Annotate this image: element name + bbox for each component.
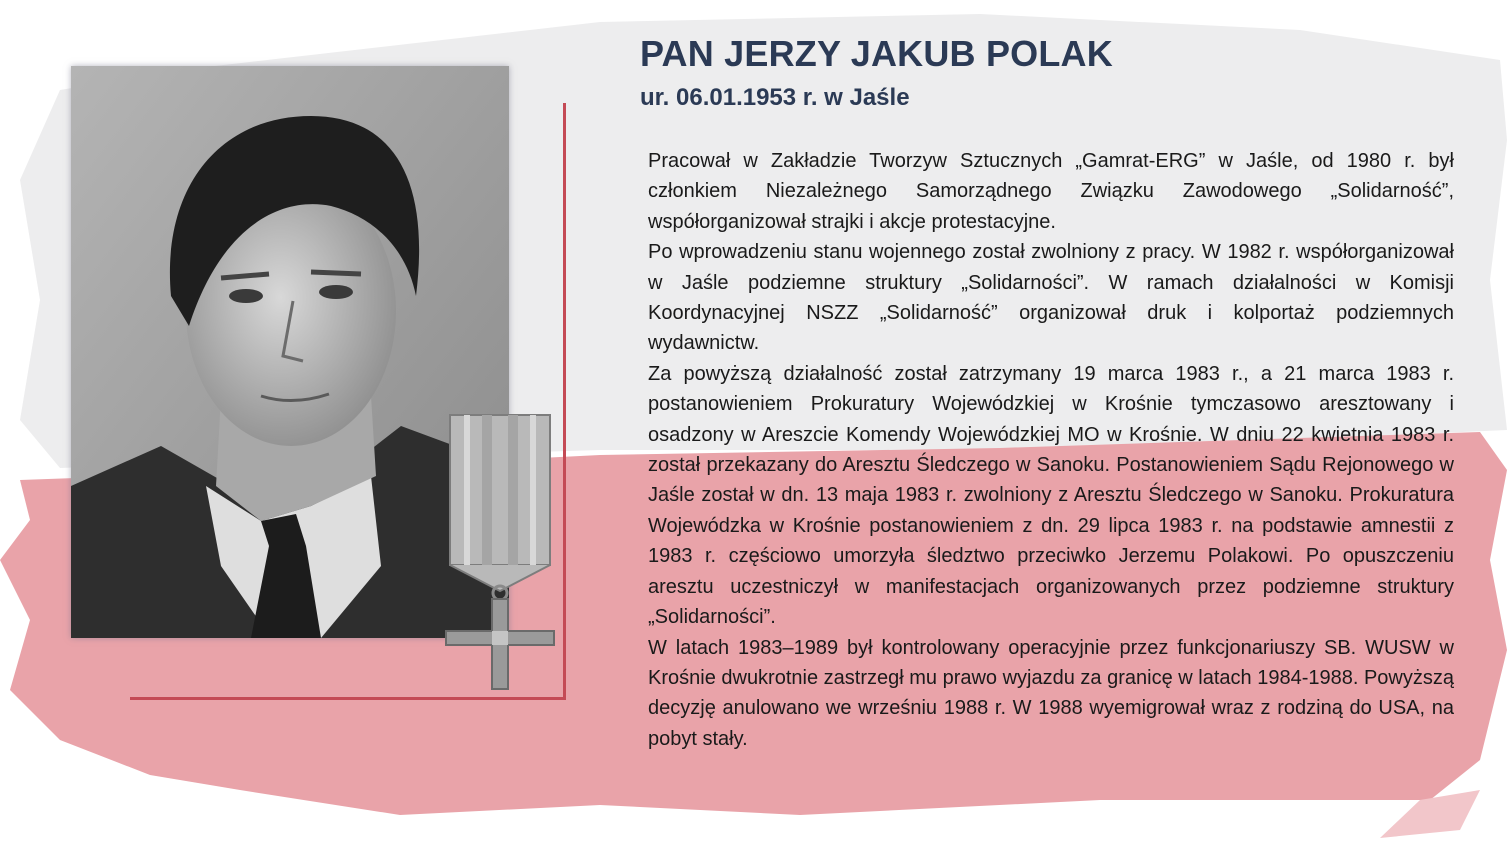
accent-horizontal-line — [130, 697, 566, 700]
bio-paragraph: Pracował w Zakładzie Tworzyw Sztucznych „Gamrat-ERG” w Jaśle, od 1980 r. był członkiem Niezależnego Samorządnego Związku Zawodowego „Solidarność”, współorganizował strajki i akcje protestacyjne. — [648, 150, 1454, 233]
birth-info: ur. 06.01.1953 r. w Jaśle — [640, 84, 910, 111]
page-title: PAN JERZY JAKUB POLAK — [640, 33, 1113, 74]
accent-vertical-line — [563, 103, 566, 699]
bio-paragraph: W latach 1983–1989 był kontrolowany operacyjnie przez funkcjonariuszy SB. WUSW w Krośnie dwukrotnie zastrzegł mu prawo wyjazdu za granicę w latach 1984-1988. Powyższą decyzję anulowano we wrześniu 1988 r. W 1988 wyemigrował wraz z rodziną do USA, na pobyt stały. — [648, 636, 1454, 750]
bio-paragraph: Po wprowadzeniu stanu wojennego został zwolniony z pracy. W 1982 r. współorganizował w Jaśle podziemne struktury „Solidarności”. W ramach działalności w Komisji Koordynacyjnej NSZZ „Solidarność” organizował druk i kolportaż podziemnych wydawnictw. — [648, 241, 1454, 355]
bio-paragraph: Za powyższą działalność został zatrzymany 19 marca 1983 r., a 21 marca 1983 r. postanowieniem Prokuratury Wojewódzkiej w Krośnie tymczasowo aresztowany i osadzony w Areszcie Komendy Wojewódzkiej MO w Krośnie. W dniu 22 kwietnia 1983 r. został przekazany do Aresztu Śledczego w Sanoku. Postanowieniem Sądu Rejonowego w Jaśle został w dn. 13 maja 1983 r. zwolniony z Aresztu Śledczego w Sanoku. Prokuratura Wojewódzka w Krośnie postanowieniem z dn. 29 lipca 1983 r. na podstawie amnestii z 1983 r. częściowo umorzyła śledztwo przeciwko Jerzemu Polakowi. Po opuszczeniu aresztu uczestniczył w manifestacjach organizowanych przez podziemne struktury „Solidarności”. — [648, 362, 1454, 629]
biography-text — [648, 146, 1454, 754]
cross-medal-icon — [442, 413, 558, 693]
